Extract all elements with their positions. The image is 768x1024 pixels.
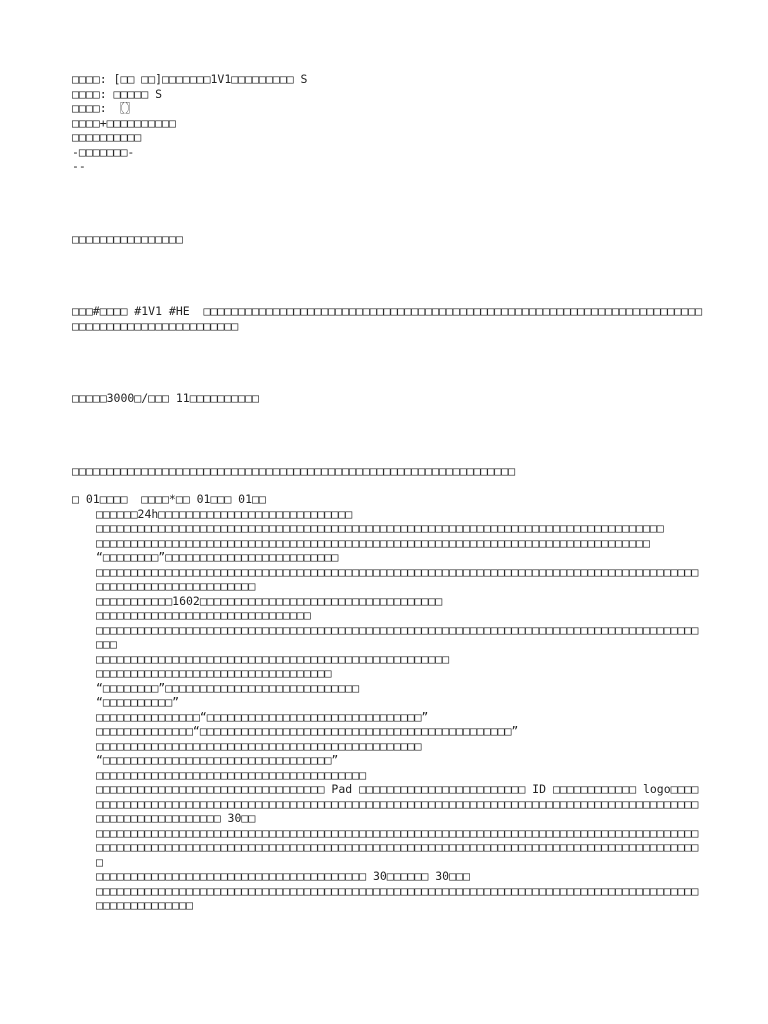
paragraph: □□□□□□□□□□□□□□□□□□□□□□□□□□□□□□□□□□□□□□□□□□□□□□□□□□□□□□□□□□□□□□□□□□□□□□□□□□□□□□□□: [96, 535, 650, 550]
document-page: [72, 72, 704, 913]
paragraph: □□□□□□□□□□□□□□□□□□□□□□□□□□□□□□□□□□□□□□□□□□□□□□□□□□□□□□□□□□□□□□□□□□□□□□□□□□□□□□□□□□□□□□□□□□: [96, 622, 699, 651]
paragraph: □□□□□□□□□□□□□□□□□□□□□□□□□□□□□□□□□ Pad □□□□□□□□□□□□□□□□□□□□□□□□ ID □□□□□□□□□□□□ logo□□□□□□□□□□□□□□□□□□□□□□□□□□□□□□□□□□□□□□□□□□□□□□□□□□□□□□□□□□□□□□□□□□□□□□□□□□□□□□□□□□□□□□□□□□□□□□□□□□□□□□□□□□□□□ 30□□: [96, 782, 699, 825]
chapter-body: [72, 507, 704, 913]
paragraph: □□□□□□□□□□□□□□□□□□□□□□□□□□□□□□□□□□□□□□□□□□□□□□□□□□□□□□□□□□□□□□□□□□□□□□□□□□□□□□□□□□□□□□□□□□□□□□□□□□□□□□□□□□□□□□□□□□□□□□□□□□□□□□□□□□□□□□□□□□□□□□□□□□□□□□□□□□□□□□□□□□□□□□□□□□□□□□□: [96, 825, 699, 869]
tags-line: □□□#□□□□ #1V1 #HE □□□□□□□□□□□□□□□□□□□□□□□□□□□□□□□□□□□□□□□□□□□□□□□□□□□□□□□□□□□□□□□□□□□□□□□□□□□□□□□□□□□□□□□□□□□□□□□□: [72, 304, 703, 333]
section-heading: □□□□□□□□□□□□□□□□: [72, 231, 183, 246]
paragraph: □□□□□□□□□□□□□□□□□□□□□□□□□□□□□□□□□□□□□□□ 30□□□□□□ 30□□□: [96, 869, 470, 883]
header-line-title: □□□□: [□□ □□]□□□□□□□1V1□□□□□□□□□ S: [72, 72, 308, 86]
paragraph: □□□□□□24h□□□□□□□□□□□□□□□□□□□□□□□□□□□□: [96, 506, 353, 521]
header-block: [72, 72, 704, 174]
paragraph: □□□□□□□□□□□□□□□□□□□□□□□□□□□□□□□□□□□□□□□□□□□□□□□□□□□: [96, 651, 450, 666]
paragraph: □□□□□□□□□□□□□□“□□□□□□□□□□□□□□□□□□□□□□□□□□□□□□□□□□□□□□□□□□□□□”: [96, 724, 519, 738]
chapter-title: □ 01□□□□ □□□□*□□ 01□□□ 01□□: [72, 492, 266, 506]
paragraph: “□□□□□□□□”□□□□□□□□□□□□□□□□□□□□□□□□□: [96, 550, 339, 564]
paragraph: □□□□□□□□□□□□□□□□□□□□□□□□□□□□□□□□□□□□□□□: [96, 767, 367, 782]
header-line-note: □□□□□□□□□□: [72, 130, 142, 144]
paragraph: □□□□□□□□□□□□□□□□□□□□□□□□□□□□□□□□□□: [96, 666, 332, 680]
paragraph: “□□□□□□□□□□”: [96, 695, 180, 709]
paragraph: “□□□□□□□□”□□□□□□□□□□□□□□□□□□□□□□□□□□□□: [96, 680, 360, 695]
paragraph: □□□□□□□□□□□□□□□□□□□□□□□□□□□□□□□□□□□□□□□□□□□□□□□□□□□□□□□□□□□□□□□□□□□□□□□□□□□□□□□□□□□□□□□□□□□□□□□□□□□□□: [96, 883, 699, 912]
paragraph: “□□□□□□□□□□□□□□□□□□□□□□□□□□□□□□□□□”: [96, 753, 339, 767]
header-line-author: □□□□: □□□□□ S: [72, 86, 163, 101]
paragraph: □□□□□□□□□□□□□□□□□□□□□□□□□□□□□□□□□□□□□□□□□□□□□□□□□□□□□□□□□□□□□□□□□□□□□□□□□□□□□□□□□□□□□□□□□□□□□□□□□□□□□□□□□□□□□□: [96, 564, 699, 593]
paragraph: □□□□□□□□□□□□□□□□□□□□□□□□□□□□□□□□□□□□□□□□□□□□□□□: [96, 738, 422, 753]
header-line-dashes: --: [72, 159, 86, 173]
paragraph: □□□□□□□□□□□1602□□□□□□□□□□□□□□□□□□□□□□□□□□□□□□□□□□□: [96, 593, 443, 608]
header-line-separator: -□□□□□□□-: [72, 144, 135, 159]
intro-paragraph: □□□□□□□□□□□□□□□□□□□□□□□□□□□□□□□□□□□□□□□□□□□□□□□□□□□□□□□□□□□□□□□□: [72, 463, 516, 478]
header-line-category: □□□□+□□□□□□□□□□: [72, 115, 176, 130]
paragraph: □□□□□□□□□□□□□□□“□□□□□□□□□□□□□□□□□□□□□□□□□□□□□□□”: [96, 709, 429, 724]
paragraph: □□□□□□□□□□□□□□□□□□□□□□□□□□□□□□□: [96, 608, 311, 622]
stats-line: □□□□□3000□/□□□ 11□□□□□□□□□□: [72, 391, 259, 405]
paragraph: □□□□□□□□□□□□□□□□□□□□□□□□□□□□□□□□□□□□□□□□□□□□□□□□□□□□□□□□□□□□□□□□□□□□□□□□□□□□□□□□□□: [96, 521, 664, 535]
header-line-tag: □□□□: 〖〗: [72, 101, 137, 115]
